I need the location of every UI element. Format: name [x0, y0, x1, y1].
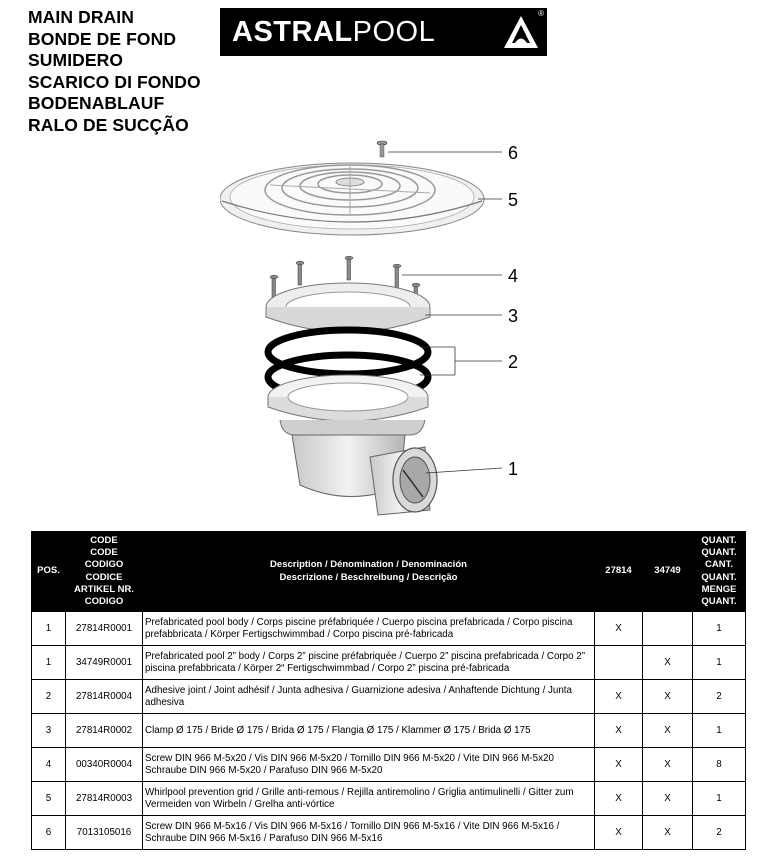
table-row: [32, 816, 746, 850]
table-row: [32, 612, 746, 646]
row-34749: X: [643, 816, 693, 850]
title-es: SUMIDERO: [28, 50, 124, 71]
row-pos: 1: [32, 612, 66, 646]
registered-mark: ®: [538, 9, 544, 18]
row-quantity: 1: [693, 782, 746, 816]
main-drain-exploded-view: [220, 135, 540, 530]
title-pt: RALO DE SUCÇÃO: [28, 114, 189, 135]
row-quantity: 2: [693, 680, 746, 714]
title-en: MAIN DRAIN: [28, 7, 134, 27]
header-code: CODE CODE CODIGO CODICE ARTIKEL NR. CODIGO: [66, 532, 143, 612]
title-it: SCARICO DI FONDO: [28, 71, 201, 92]
row-pos: 5: [32, 782, 66, 816]
row-code: 27814R0004: [66, 680, 143, 714]
header-pos: POS.: [32, 532, 66, 612]
row-code: 27814R0001: [66, 612, 143, 646]
table-row: [32, 782, 746, 816]
title-de: BODENABLAUF: [28, 93, 165, 114]
row-27814: X: [595, 680, 643, 714]
header-34749: 34749: [643, 532, 693, 612]
row-quantity: 2: [693, 816, 746, 850]
row-pos: 4: [32, 748, 66, 782]
row-code: 27814R0002: [66, 714, 143, 748]
row-code: 00340R0004: [66, 748, 143, 782]
row-quantity: 1: [693, 714, 746, 748]
callout-5: 5: [508, 190, 519, 210]
product-titles: [28, 7, 201, 137]
header-27814: 27814: [595, 532, 643, 612]
row-description: Prefabricated pool 2” body / Corps 2” piscine préfabriquée / Cuerpo 2” piscina prefabricada / Corpo 2” piscina prefabbricata / Körper 2“ Fertigschwimmbad / Corpo 2” piscina pré-fabricada: [143, 646, 595, 680]
table-row: [32, 680, 746, 714]
row-code: 27814R0003: [66, 782, 143, 816]
row-description: Whirlpool prevention grid / Grille anti-remous / Rejilla antiremolino / Griglia antimulinelli / Gitter zum Vermeiden von Wirbeln / Grelha anti-vórtice: [143, 782, 595, 816]
logo-wordmark: ASTRALPOOL: [232, 16, 436, 48]
row-quantity: 1: [693, 612, 746, 646]
callout-1: 1: [508, 459, 519, 479]
row-34749: X: [643, 782, 693, 816]
header-description: Description / Dénomination / Denominación Descrizione / Beschreibung / Descrição: [143, 532, 595, 612]
header-quant: QUANT. QUANT. CANT. QUANT. MENGE QUANT.: [693, 532, 746, 612]
callout-2: 2: [508, 352, 519, 372]
callout-3: 3: [508, 306, 519, 326]
grate-icon: [220, 163, 484, 235]
row-27814: X: [595, 816, 643, 850]
row-34749: X: [643, 714, 693, 748]
clamp-ring-icon: [266, 283, 430, 332]
screw-6-icon: [377, 141, 387, 157]
row-description: Adhesive joint / Joint adhésif / Junta adhesiva / Guarnizione adesiva / Anhaftende Dichtung / Junta adhesiva: [143, 680, 595, 714]
astralpool-logo: [220, 8, 547, 56]
row-description: Prefabricated pool body / Corps piscine préfabriquée / Cuerpo piscina prefabricada / Corpo piscina prefabbricata / Körper Fertigschwimmbad / Corpo piscina pré-fabricada: [143, 612, 595, 646]
logo-triangle-icon: [501, 12, 541, 52]
exploded-diagram: [220, 135, 540, 530]
row-code: 7013105016: [66, 816, 143, 850]
row-27814: X: [595, 748, 643, 782]
row-34749: X: [643, 748, 693, 782]
row-34749: [643, 612, 693, 646]
drain-body-icon: [268, 375, 437, 515]
row-27814: [595, 646, 643, 680]
row-quantity: 8: [693, 748, 746, 782]
row-description: Screw DIN 966 M-5x20 / Vis DIN 966 M-5x20 / Tornillo DIN 966 M-5x20 / Vite DIN 966 M-5x20 Schraube DIN 966 M-5x20 / Parafuso DIN 966 M-5x20: [143, 748, 595, 782]
row-pos: 3: [32, 714, 66, 748]
row-quantity: 1: [693, 646, 746, 680]
table-row: [32, 646, 746, 680]
row-description: Clamp Ø 175 / Bride Ø 175 / Brida Ø 175 / Flangia Ø 175 / Klammer Ø 175 / Brida Ø 175: [143, 714, 595, 748]
row-description: Screw DIN 966 M-5x16 / Vis DIN 966 M-5x16 / Tornillo DIN 966 M-5x16 / Vite DIN 966 M-5x16 / Schraube DIN 966 M-5x16 / Parafuso DIN 966 M-5x16: [143, 816, 595, 850]
title-fr: BONDE DE FOND: [28, 28, 177, 49]
parts-table: [31, 531, 746, 850]
callout-4: 4: [508, 266, 519, 286]
row-34749: X: [643, 680, 693, 714]
table-row: [32, 748, 746, 782]
row-27814: X: [595, 612, 643, 646]
row-27814: X: [595, 714, 643, 748]
row-34749: X: [643, 646, 693, 680]
row-pos: 6: [32, 816, 66, 850]
row-code: 34749R0001: [66, 646, 143, 680]
row-pos: 2: [32, 680, 66, 714]
table-row: [32, 714, 746, 748]
row-pos: 1: [32, 646, 66, 680]
row-27814: X: [595, 782, 643, 816]
callout-6: 6: [508, 143, 519, 163]
table-header-row: [32, 532, 746, 612]
